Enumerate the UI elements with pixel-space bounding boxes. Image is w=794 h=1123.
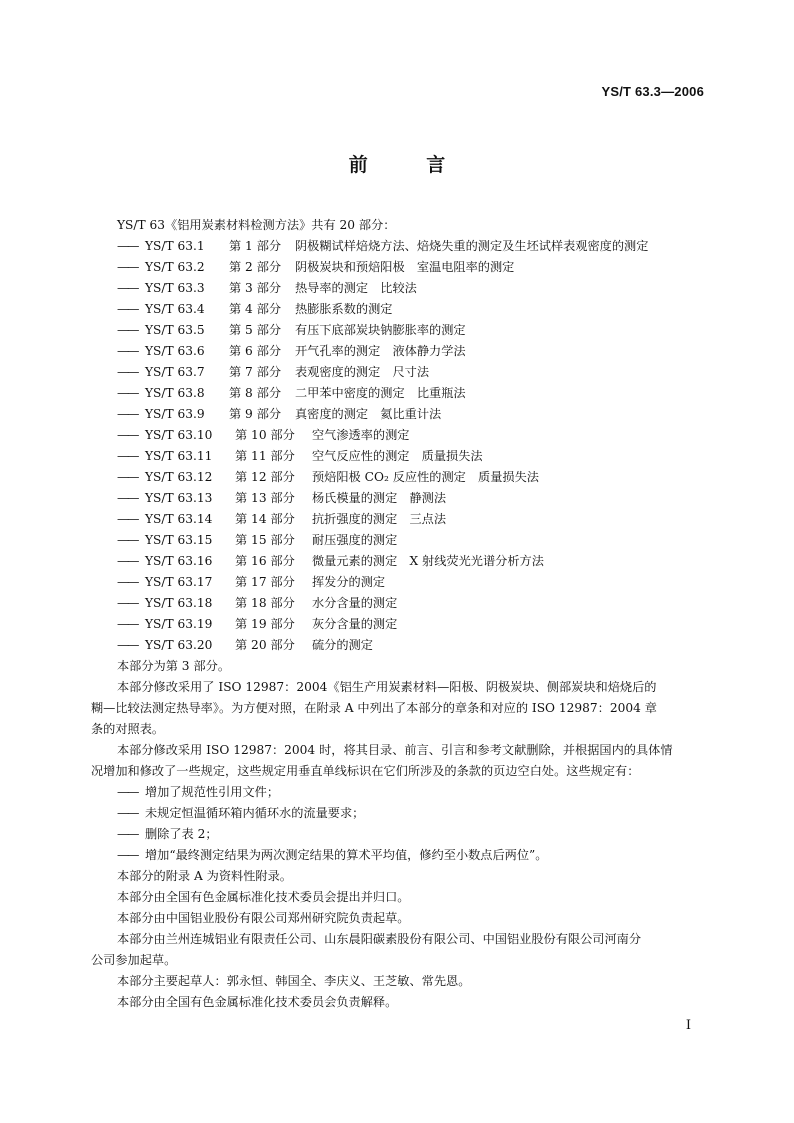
dash: —— [117,428,138,442]
text-line: 本部分由兰州连城铝业有限责任公司、山东晨阳碳素股份有限公司、中国铝业股份有限公司河南分 [117,932,642,946]
change-item [117,845,705,866]
part-name: 有压下底部炭块钠膨胀率的测定 [295,323,466,337]
part-number: 第 20 部分 [235,638,295,652]
part-name: 微量元素的测定 X 射线荧光光谱分析方法 [312,554,544,568]
part-list-item [117,299,705,320]
text-line: 况增加和修改了一些规定，这些规定用垂直单线标识在它们所涉及的条款的页边空白处。这些规定有： [91,764,640,778]
part-name: 挥发分的测定 [312,575,386,589]
part-code: YS/T 63.15 [145,533,213,547]
part-name: 抗折强度的测定 三点法 [312,512,447,526]
part-code: YS/T 63.6 [145,344,205,358]
part-code: YS/T 63.8 [145,386,205,400]
dash: —— [117,785,138,799]
interpretation-paragraph: 本部分由全国有色金属标准化技术委员会负责解释。 [117,995,398,1009]
change-text: 增加“最终测定结果为两次测定结果的算术平均值，修约至小数点后两位”。 [145,848,548,862]
standard-code-header: YS/T 63.3—2006 [601,84,704,99]
dash: —— [117,344,138,358]
dash: —— [117,281,138,295]
change-item [117,803,705,824]
part-list-item [117,341,705,362]
part-number: 第 10 部分 [235,428,295,442]
proposed-paragraph: 本部分由全国有色金属标准化技术委员会提出并归口。 [117,890,410,904]
part-number: 第 14 部分 [235,512,295,526]
dash: —— [117,491,138,505]
dash: —— [117,638,138,652]
part-name: 水分含量的测定 [312,596,398,610]
part-list-item [117,551,705,572]
part-list-item [117,593,705,614]
part-code: YS/T 63.19 [145,617,213,631]
part-number: 第 2 部分 [229,260,282,274]
part-name: 阴极炭块和预焙阳极 室温电阻率的测定 [295,260,515,274]
part-code: YS/T 63.4 [145,302,205,316]
part-code: YS/T 63.2 [145,260,205,274]
part-number: 第 12 部分 [235,470,295,484]
part-name: 热导率的测定 比较法 [295,281,417,295]
part-code: YS/T 63.20 [145,638,213,652]
part-code: YS/T 63.18 [145,596,213,610]
part-list-item [117,278,705,299]
dash: —— [117,575,138,589]
part-name: 空气反应性的测定 质量损失法 [312,449,483,463]
part-number: 第 1 部分 [229,239,282,253]
part-list-item [117,509,705,530]
part-number: 第 4 部分 [229,302,282,316]
change-item [117,782,705,803]
part-code: YS/T 63.11 [145,449,213,463]
part-list-item [117,320,705,341]
part-name: 硫分的测定 [312,638,373,652]
part-code: YS/T 63.13 [145,491,213,505]
part-code: YS/T 63.17 [145,575,213,589]
part-name: 热膨胀系数的测定 [295,302,393,316]
part-name: 二甲苯中密度的测定 比重瓶法 [295,386,466,400]
dash: —— [117,617,138,631]
part-list-item [117,362,705,383]
modification-paragraph-2 [91,740,705,782]
dash: —— [117,386,138,400]
dash: —— [117,827,138,841]
part-list-item [117,530,705,551]
part-name: 杨氏模量的测定 静测法 [312,491,447,505]
dash: —— [117,848,138,862]
change-text: 未规定恒温循环箱内循环水的流量要求； [145,806,365,820]
part-code: YS/T 63.16 [145,554,213,568]
annex-paragraph: 本部分的附录 A 为资料性附录。 [117,869,292,883]
dash: —— [117,239,138,253]
part-name: 预焙阳极 CO₂ 反应性的测定 质量损失法 [312,470,539,484]
text-line: 公司参加起草。 [91,953,177,967]
drafters-paragraph: 本部分主要起草人：郭永恒、韩国全、李庆义、王芝敏、常先恩。 [117,974,471,988]
part-number: 第 6 部分 [229,344,282,358]
text-line: 条的对照表。 [91,722,165,736]
change-text: 删除了表 2； [145,827,218,841]
modification-paragraph-1 [91,677,705,740]
dash: —— [117,596,138,610]
part-name: 耐压强度的测定 [312,533,398,547]
parts-list [117,236,705,656]
dash: —— [117,806,138,820]
part-number: 第 7 部分 [229,365,282,379]
part-list-item [117,383,705,404]
this-part-paragraph: 本部分为第 3 部分。 [117,659,231,673]
part-list-item [117,467,705,488]
dash: —— [117,512,138,526]
part-number: 第 19 部分 [235,617,295,631]
part-number: 第 3 部分 [229,281,282,295]
page-number: I [685,1018,691,1033]
change-text: 增加了规范性引用文件； [145,785,280,799]
part-list-item [117,257,705,278]
changes-list [117,782,705,866]
part-name: 灰分含量的测定 [312,617,398,631]
part-code: YS/T 63.12 [145,470,213,484]
dash: —— [117,470,138,484]
dash: —— [117,302,138,316]
part-code: YS/T 63.7 [145,365,205,379]
part-list-item [117,488,705,509]
intro-paragraph: YS/T 63《铝用炭素材料检测方法》共有 20 部分： [117,218,396,232]
part-list-item [117,635,705,656]
part-number: 第 17 部分 [235,575,295,589]
text-line: 本部分修改采用了 ISO 12987：2004《铝生产用炭素材料—阳极、阴极炭块、侧部炭块和焙烧后的 [117,680,657,694]
part-number: 第 11 部分 [235,449,295,463]
part-number: 第 13 部分 [235,491,295,505]
part-code: YS/T 63.5 [145,323,205,337]
dash: —— [117,533,138,547]
part-code: YS/T 63.1 [145,239,205,253]
part-list-item [117,614,705,635]
document-body [91,215,705,1013]
part-list-item [117,446,705,467]
part-number: 第 8 部分 [229,386,282,400]
part-name: 阴极糊试样焙烧方法、焙烧失重的测定及生坯试样表观密度的测定 [295,239,649,253]
text-line: 本部分修改采用 ISO 12987：2004 时，将其目录、前言、引言和参考文献删除，并根据国内的具体情 [117,743,673,757]
part-list-item [117,425,705,446]
dash: —— [117,407,138,421]
part-name: 空气渗透率的测定 [312,428,410,442]
part-number: 第 16 部分 [235,554,295,568]
dash: —— [117,260,138,274]
participants-paragraph [91,929,705,971]
part-list-item [117,236,705,257]
dash: —— [117,449,138,463]
part-number: 第 5 部分 [229,323,282,337]
part-list-item [117,572,705,593]
part-name: 开气孔率的测定 液体静力学法 [295,344,466,358]
dash: —— [117,323,138,337]
dash: —— [117,554,138,568]
part-number: 第 18 部分 [235,596,295,610]
part-number: 第 15 部分 [235,533,295,547]
text-line: 糊—比较法测定热导率》。为方便对照，在附录 A 中列出了本部分的章条和对应的 ISO 12987：2004 章 [91,701,657,715]
part-code: YS/T 63.9 [145,407,205,421]
change-item [117,824,705,845]
dash: —— [117,365,138,379]
part-code: YS/T 63.14 [145,512,213,526]
drafted-paragraph: 本部分由中国铝业股份有限公司郑州研究院负责起草。 [117,911,410,925]
part-number: 第 9 部分 [229,407,282,421]
part-code: YS/T 63.10 [145,428,213,442]
part-name: 表观密度的测定 尺寸法 [295,365,430,379]
part-list-item [117,404,705,425]
part-name: 真密度的测定 氦比重计法 [295,407,442,421]
page-title: 前 言 [348,154,472,176]
part-code: YS/T 63.3 [145,281,205,295]
